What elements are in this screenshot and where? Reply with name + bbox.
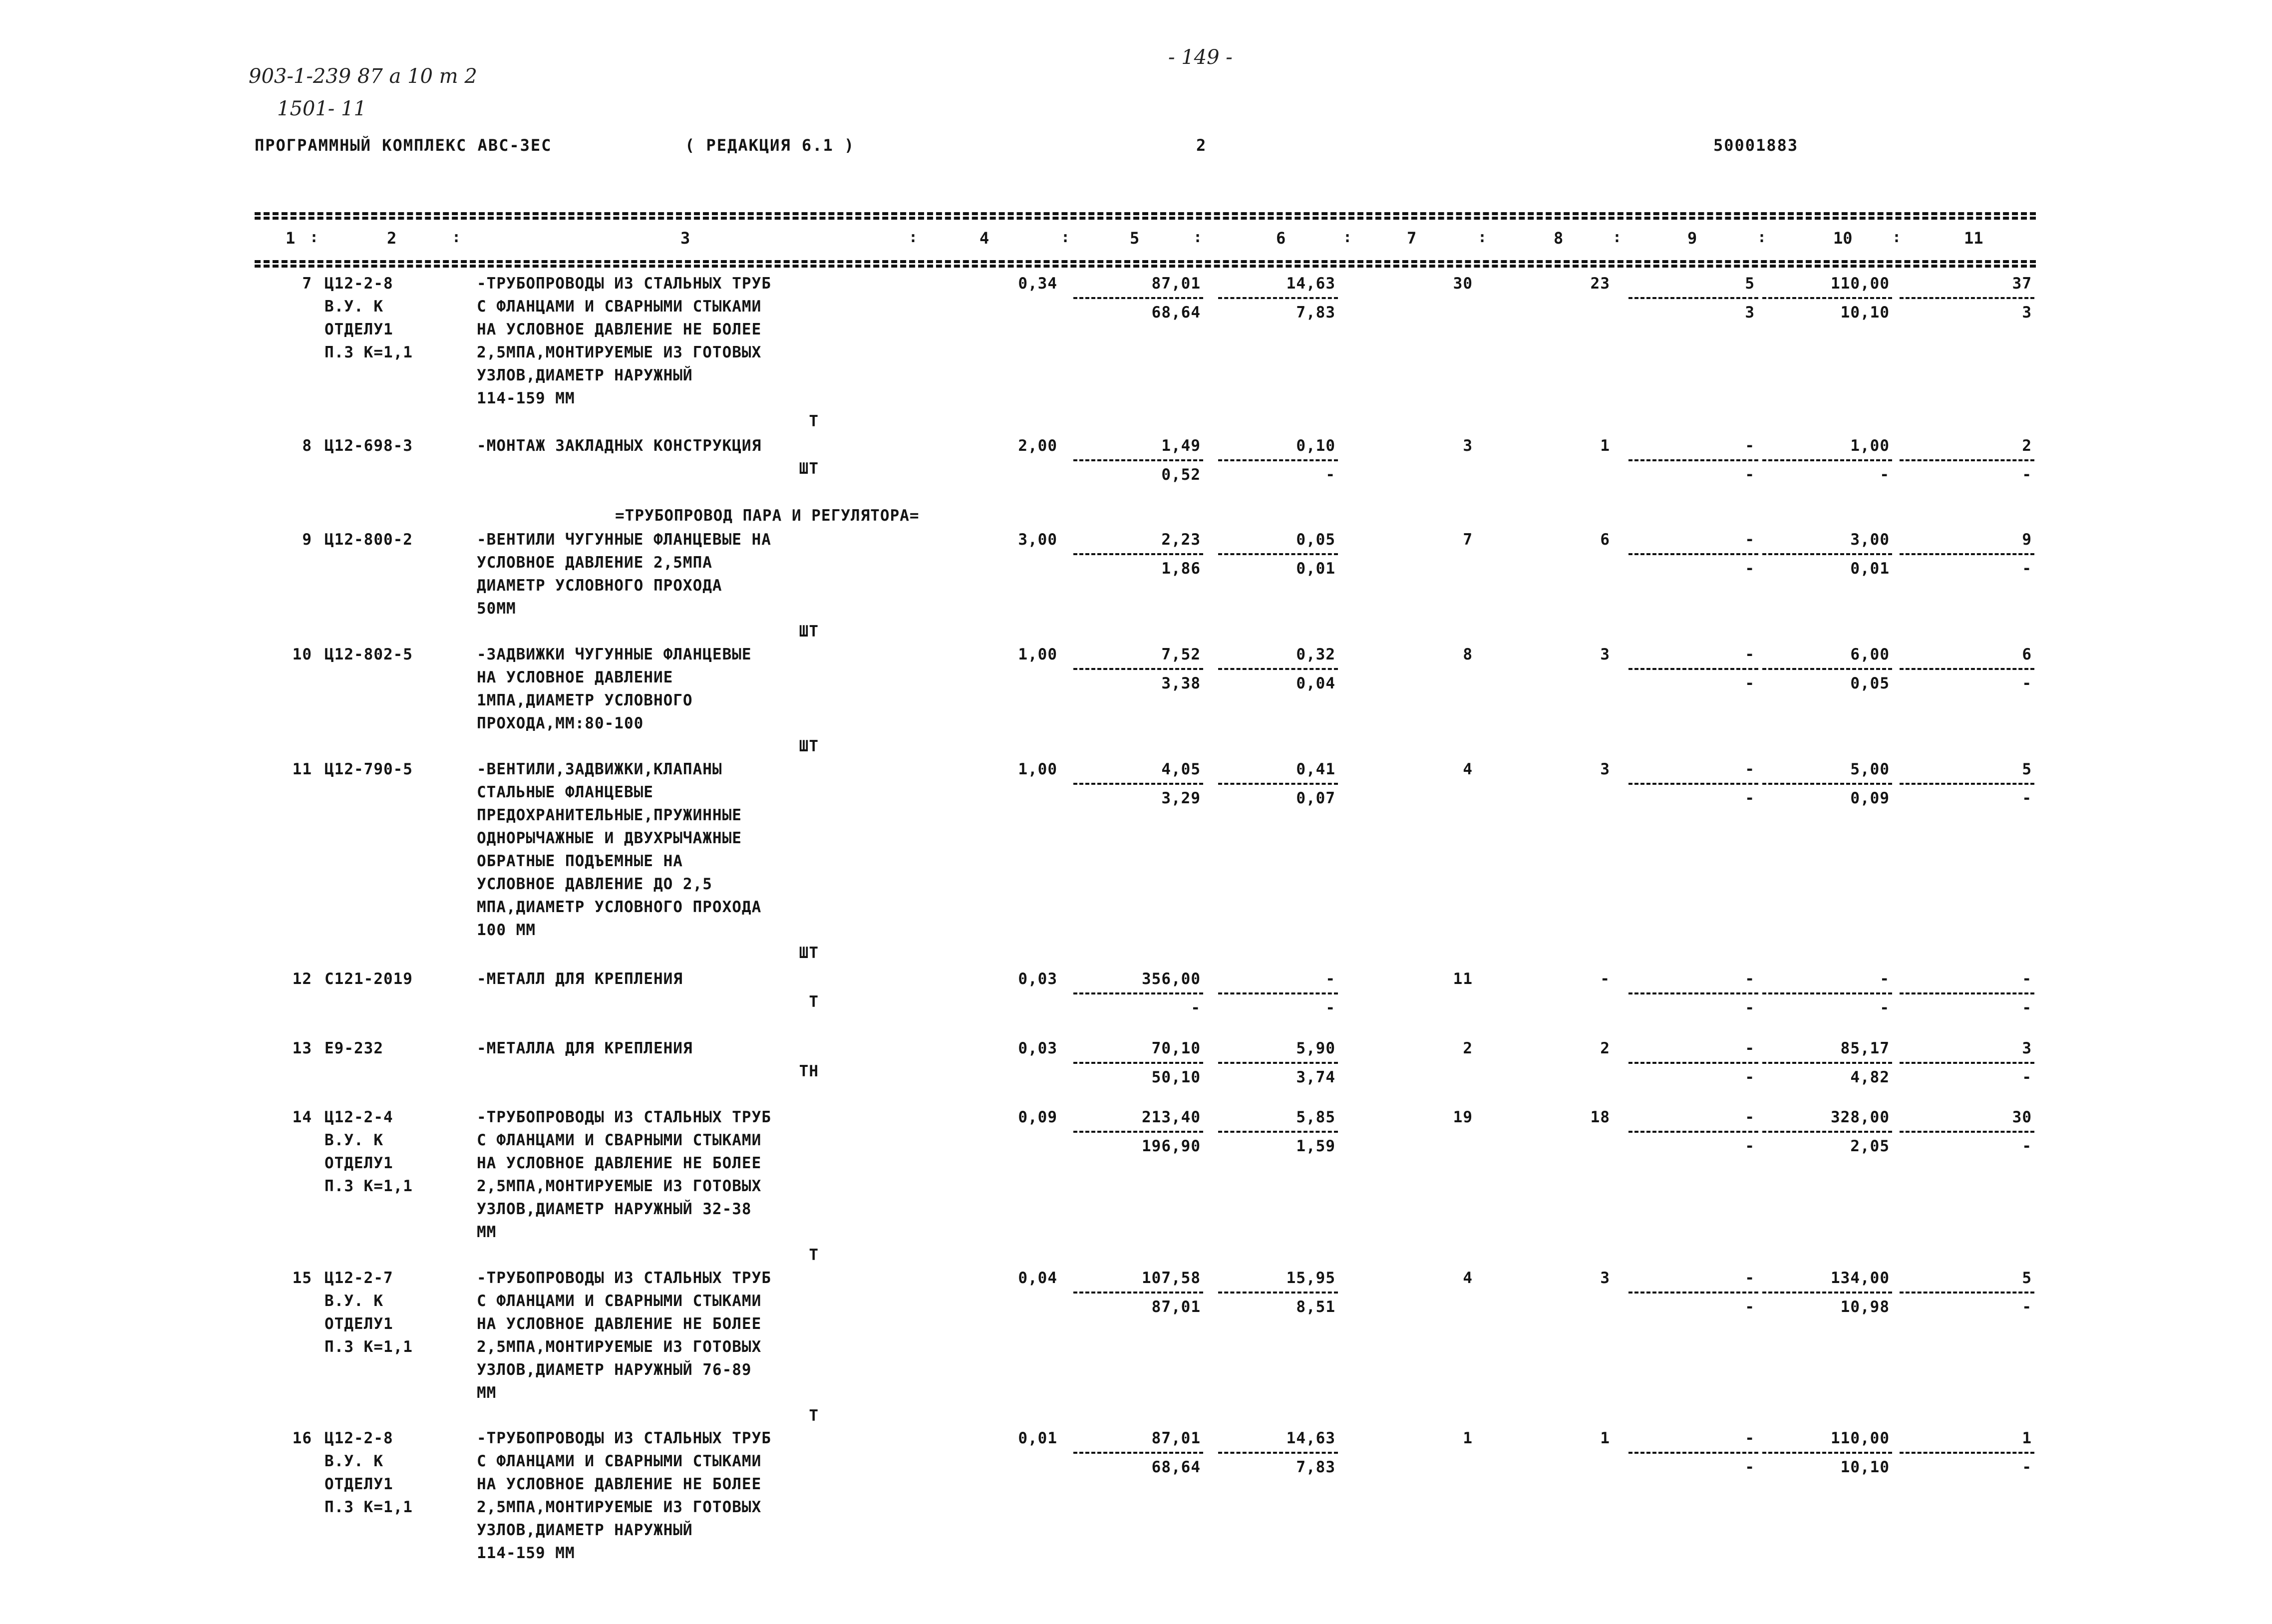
col7-value: 3 (1463, 437, 1473, 455)
col8-value: - (1600, 970, 1610, 988)
row-code: Ц12-790-5 (325, 760, 413, 778)
col9-top: - (1745, 1039, 1755, 1057)
col10-top: 3,00 (1850, 531, 1890, 549)
col11-divider (1900, 783, 2034, 785)
col5-divider (1073, 992, 1203, 994)
row-number: 7 (302, 275, 312, 293)
row-description-line: -МОНТАЖ ЗАКЛАДНЫХ КОНСТРУКЦИЯ (477, 437, 762, 455)
row-description-line: 1МПА,ДИАМЕТР УСЛОВНОГО (477, 691, 693, 709)
col11-bottom: - (2022, 674, 2032, 692)
col8-value: 1 (1600, 1429, 1610, 1447)
col6-top: - (1325, 970, 1335, 988)
col10-top: 5,00 (1850, 760, 1890, 778)
row-code-note: В.У. К (325, 1452, 383, 1470)
row-description-line: ОДНОРЫЧАЖНЫЕ И ДВУХРЫЧАЖНЫЕ (477, 829, 742, 847)
col9-bottom: - (1745, 1458, 1755, 1476)
row-number: 13 (292, 1039, 312, 1057)
header-rule-top-1 (255, 212, 2036, 215)
row-description-line: 100 ММ (477, 921, 536, 939)
row-description-line: -ВЕНТИЛИ ЧУГУННЫЕ ФЛАНЦЕВЫЕ НА (477, 531, 771, 549)
row-number: 12 (292, 970, 312, 988)
handwritten-page-number: - 149 - (1168, 46, 1233, 69)
col7-value: 7 (1463, 531, 1473, 549)
col10-top: 110,00 (1831, 275, 1890, 293)
col10-divider (1762, 992, 1892, 994)
col4-quantity: 2,00 (1018, 437, 1057, 455)
col5-top: 2,23 (1161, 531, 1201, 549)
col9-divider (1628, 1131, 1758, 1133)
col9-divider (1628, 668, 1758, 670)
row-unit: ШТ (799, 737, 819, 755)
col10-bottom: - (1880, 466, 1890, 484)
column-header-1: 1 (286, 229, 296, 248)
col9-top: 5 (1745, 275, 1755, 293)
row-description-line: 50ММ (477, 600, 516, 618)
col11-top: 9 (2022, 531, 2032, 549)
col11-divider (1900, 1292, 2034, 1294)
row-code-note: П.3 К=1,1 (325, 1177, 413, 1195)
col11-divider (1900, 668, 2034, 670)
col5-top: 356,00 (1142, 970, 1201, 988)
col4-quantity: 0,34 (1018, 275, 1057, 293)
col11-bottom: - (2022, 999, 2032, 1017)
col5-top: 4,05 (1161, 760, 1201, 778)
col9-divider (1628, 1292, 1758, 1294)
col10-divider (1762, 668, 1892, 670)
row-description-line: МПА,ДИАМЕТР УСЛОВНОГО ПРОХОДА (477, 898, 762, 916)
col5-divider (1073, 1292, 1203, 1294)
col5-top: 70,10 (1151, 1039, 1201, 1057)
row-description-line: С ФЛАНЦАМИ И СВАРНЫМИ СТЫКАМИ (477, 1131, 762, 1149)
row-description-line: 114-159 ММ (477, 389, 575, 407)
row-unit: ШТ (799, 623, 819, 641)
row-description-line: УЗЛОВ,ДИАМЕТР НАРУЖНЫЙ 76-89 (477, 1361, 752, 1379)
column-header-8: 8 (1554, 229, 1564, 248)
col11-bottom: 3 (2022, 304, 2032, 322)
col9-top: - (1745, 646, 1755, 663)
edition-label: ( РЕДАКЦИЯ 6.1 ) (685, 136, 855, 155)
col9-bottom: 3 (1745, 304, 1755, 322)
col10-divider (1762, 1062, 1892, 1064)
row-description-line: ММ (477, 1384, 497, 1402)
col4-quantity: 0,01 (1018, 1429, 1057, 1447)
row-description-line: НА УСЛОВНОЕ ДАВЛЕНИЕ НЕ БОЛЕЕ (477, 1154, 762, 1172)
row-unit: ШТ (799, 460, 819, 478)
row-description-line: -ТРУБОПРОВОДЫ ИЗ СТАЛЬНЫХ ТРУБ (477, 1429, 771, 1447)
column-separator: : (1193, 229, 1203, 246)
row-code-note: ОТДЕЛУ1 (325, 1315, 393, 1333)
col10-bottom: 10,98 (1840, 1298, 1890, 1316)
col11-bottom: - (2022, 466, 2032, 484)
col6-top: 5,90 (1296, 1039, 1335, 1057)
col11-divider (1900, 297, 2034, 299)
col10-divider (1762, 783, 1892, 785)
col10-divider (1762, 1131, 1892, 1133)
col10-bottom: - (1880, 999, 1890, 1017)
col9-divider (1628, 992, 1758, 994)
col10-bottom: 0,05 (1850, 674, 1890, 692)
col5-top: 87,01 (1151, 275, 1201, 293)
col9-bottom: - (1745, 560, 1755, 578)
col8-value: 23 (1590, 275, 1610, 293)
column-header-4: 4 (979, 229, 989, 248)
row-description-line: С ФЛАНЦАМИ И СВАРНЫМИ СТЫКАМИ (477, 1292, 762, 1310)
row-description-line: НА УСЛОВНОЕ ДАВЛЕНИЕ (477, 668, 673, 686)
column-header-11: 11 (1964, 229, 1983, 248)
col10-divider (1762, 1452, 1892, 1454)
col11-top: - (2022, 970, 2032, 988)
col10-divider (1762, 297, 1892, 299)
row-code: Ц12-2-7 (325, 1269, 393, 1287)
col6-divider (1218, 1131, 1338, 1133)
col5-top: 7,52 (1161, 646, 1201, 663)
row-description-line: С ФЛАНЦАМИ И СВАРНЫМИ СТЫКАМИ (477, 1452, 762, 1470)
col6-divider (1218, 553, 1338, 555)
col6-divider (1218, 459, 1338, 461)
row-code-note: В.У. К (325, 1292, 383, 1310)
row-description-line: С ФЛАНЦАМИ И СВАРНЫМИ СТЫКАМИ (477, 298, 762, 316)
col9-top: - (1745, 531, 1755, 549)
col6-top: 14,63 (1286, 275, 1335, 293)
col5-top: 213,40 (1142, 1108, 1201, 1126)
col10-top: 134,00 (1831, 1269, 1890, 1287)
col8-value: 3 (1600, 646, 1610, 663)
row-code-note: П.3 К=1,1 (325, 343, 413, 361)
row-description-line: 2,5МПА,МОНТИРУЕМЫЕ ИЗ ГОТОВЫХ (477, 1498, 762, 1516)
col4-quantity: 0,03 (1018, 970, 1057, 988)
row-code-note: ОТДЕЛУ1 (325, 321, 393, 338)
column-separator: : (1478, 229, 1487, 246)
row-code: Ц12-802-5 (325, 646, 413, 663)
col5-top: 107,58 (1142, 1269, 1201, 1287)
col6-bottom: - (1325, 466, 1335, 484)
row-code-note: ОТДЕЛУ1 (325, 1475, 393, 1493)
row-description-line: ММ (477, 1223, 497, 1241)
col11-bottom: - (2022, 1298, 2032, 1316)
col5-bottom: 3,38 (1161, 674, 1201, 692)
row-code: Ц12-698-3 (325, 437, 413, 455)
col11-bottom: - (2022, 789, 2032, 807)
col10-divider (1762, 1292, 1892, 1294)
col11-top: 1 (2022, 1429, 2032, 1447)
header-page-number: 2 (1196, 136, 1207, 155)
row-description-line: -МЕТАЛЛА ДЛЯ КРЕПЛЕНИЯ (477, 1039, 693, 1057)
col9-top: - (1745, 1429, 1755, 1447)
row-description-line: 114-159 ММ (477, 1544, 575, 1562)
col10-top: 1,00 (1850, 437, 1890, 455)
col7-value: 19 (1453, 1108, 1473, 1126)
row-code: Е9-232 (325, 1039, 383, 1057)
row-unit: ТН (799, 1062, 819, 1080)
row-description-line: -ВЕНТИЛИ,ЗАДВИЖКИ,КЛАПАНЫ (477, 760, 722, 778)
col9-divider (1628, 1062, 1758, 1064)
row-description-line: УЗЛОВ,ДИАМЕТР НАРУЖНЫЙ (477, 366, 693, 384)
col6-bottom: 0,07 (1296, 789, 1335, 807)
col5-bottom: 3,29 (1161, 789, 1201, 807)
col6-top: 0,05 (1296, 531, 1335, 549)
col4-quantity: 3,00 (1018, 531, 1057, 549)
col10-bottom: 0,01 (1850, 560, 1890, 578)
col8-value: 1 (1600, 437, 1610, 455)
column-separator: : (452, 229, 461, 246)
col6-bottom: 0,01 (1296, 560, 1335, 578)
col5-divider (1073, 459, 1203, 461)
col6-top: 0,10 (1296, 437, 1335, 455)
row-code-note: П.3 К=1,1 (325, 1498, 413, 1516)
col9-bottom: - (1745, 466, 1755, 484)
row-description-line: УЗЛОВ,ДИАМЕТР НАРУЖНЫЙ 32-38 (477, 1200, 752, 1218)
row-number: 9 (302, 531, 312, 549)
col11-top: 6 (2022, 646, 2032, 663)
col11-bottom: - (2022, 1458, 2032, 1476)
row-number: 14 (292, 1108, 312, 1126)
column-separator: : (1061, 229, 1070, 246)
col5-bottom: 1,86 (1161, 560, 1201, 578)
col9-top: - (1745, 1269, 1755, 1287)
col10-top: 110,00 (1831, 1429, 1890, 1447)
col10-top: - (1880, 970, 1890, 988)
col6-divider (1218, 1062, 1338, 1064)
row-unit: ШТ (799, 944, 819, 962)
program-title: ПРОГРАММНЫЙ КОМПЛЕКС АВС-3ЕС (255, 136, 552, 155)
col10-bottom: 0,09 (1850, 789, 1890, 807)
row-description-line: 2,5МПА,МОНТИРУЕМЫЕ ИЗ ГОТОВЫХ (477, 343, 762, 361)
col9-bottom: - (1745, 999, 1755, 1017)
col9-divider (1628, 783, 1758, 785)
row-description-line: СТАЛЬНЫЕ ФЛАНЦЕВЫЕ (477, 783, 653, 801)
row-description-line: ПРОХОДА,ММ:80-100 (477, 714, 644, 732)
row-unit: Т (809, 412, 819, 430)
col10-bottom: 2,05 (1850, 1137, 1890, 1155)
column-separator: : (1892, 229, 1902, 246)
row-number: 8 (302, 437, 312, 455)
row-description-line: -МЕТАЛЛ ДЛЯ КРЕПЛЕНИЯ (477, 970, 683, 988)
col5-divider (1073, 553, 1203, 555)
col9-bottom: - (1745, 674, 1755, 692)
col11-divider (1900, 1062, 2034, 1064)
row-code: Ц12-800-2 (325, 531, 413, 549)
section-title: =ТРУБОПРОВОД ПАРА И РЕГУЛЯТОРА= (615, 507, 920, 525)
col11-top: 3 (2022, 1039, 2032, 1057)
col11-bottom: - (2022, 1137, 2032, 1155)
column-header-9: 9 (1687, 229, 1697, 248)
row-unit: Т (809, 1407, 819, 1425)
col11-divider (1900, 1131, 2034, 1133)
col9-bottom: - (1745, 1068, 1755, 1086)
row-number: 15 (292, 1269, 312, 1287)
row-unit: Т (809, 1246, 819, 1264)
col11-divider (1900, 459, 2034, 461)
col5-bottom: 50,10 (1151, 1068, 1201, 1086)
col11-bottom: - (2022, 560, 2032, 578)
col7-value: 30 (1453, 275, 1473, 293)
column-separator: : (909, 229, 918, 246)
col11-top: 30 (2012, 1108, 2032, 1126)
col5-divider (1073, 1131, 1203, 1133)
row-number: 10 (292, 646, 312, 663)
col6-top: 15,95 (1286, 1269, 1335, 1287)
col7-value: 4 (1463, 760, 1473, 778)
col9-top: - (1745, 760, 1755, 778)
col9-top: - (1745, 970, 1755, 988)
column-header-7: 7 (1407, 229, 1417, 248)
col4-quantity: 1,00 (1018, 760, 1057, 778)
col5-divider (1073, 668, 1203, 670)
row-description-line: УСЛОВНОЕ ДАВЛЕНИЕ 2,5МПА (477, 554, 712, 572)
col5-divider (1073, 1452, 1203, 1454)
row-description-line: НА УСЛОВНОЕ ДАВЛЕНИЕ НЕ БОЛЕЕ (477, 321, 762, 338)
col5-divider (1073, 1062, 1203, 1064)
column-separator: : (1757, 229, 1767, 246)
col6-top: 5,85 (1296, 1108, 1335, 1126)
row-number: 11 (292, 760, 312, 778)
col11-divider (1900, 992, 2034, 994)
col4-quantity: 1,00 (1018, 646, 1057, 663)
row-description-line: ДИАМЕТР УСЛОВНОГО ПРОХОДА (477, 577, 722, 595)
col5-bottom: 87,01 (1151, 1298, 1201, 1316)
col9-bottom: - (1745, 789, 1755, 807)
row-description-line: УЗЛОВ,ДИАМЕТР НАРУЖНЫЙ (477, 1521, 693, 1539)
row-description-line: НА УСЛОВНОЕ ДАВЛЕНИЕ НЕ БОЛЕЕ (477, 1315, 762, 1333)
header-rule-bottom-1 (255, 260, 2036, 263)
col9-top: - (1745, 1108, 1755, 1126)
col9-top: - (1745, 437, 1755, 455)
col8-value: 18 (1590, 1108, 1610, 1126)
header-rule-bottom-2 (255, 265, 2036, 268)
col9-divider (1628, 297, 1758, 299)
column-header-5: 5 (1130, 229, 1140, 248)
row-code: Ц12-2-8 (325, 275, 393, 293)
row-description-line: ПРЕДОХРАНИТЕЛЬНЫЕ,ПРУЖИННЫЕ (477, 806, 742, 824)
col11-top: 37 (2012, 275, 2032, 293)
col5-top: 87,01 (1151, 1429, 1201, 1447)
column-separator: : (1613, 229, 1622, 246)
row-code: С121-2019 (325, 970, 413, 988)
col7-value: 4 (1463, 1269, 1473, 1287)
col6-bottom: 3,74 (1296, 1068, 1335, 1086)
handwritten-sheet-number: 1501- 11 (277, 97, 366, 120)
row-number: 16 (292, 1429, 312, 1447)
row-description-line: ОБРАТНЫЕ ПОДЪЕМНЫЕ НА (477, 852, 683, 870)
row-description-line: 2,5МПА,МОНТИРУЕМЫЕ ИЗ ГОТОВЫХ (477, 1177, 762, 1195)
col5-bottom: - (1191, 999, 1201, 1017)
column-separator: : (1343, 229, 1352, 246)
col6-divider (1218, 668, 1338, 670)
col9-divider (1628, 1452, 1758, 1454)
col6-bottom: 8,51 (1296, 1298, 1335, 1316)
col6-divider (1218, 1452, 1338, 1454)
handwritten-doc-number: 903-1-239 87 а 10 т 2 (249, 65, 477, 88)
row-description-line: -ТРУБОПРОВОДЫ ИЗ СТАЛЬНЫХ ТРУБ (477, 275, 771, 293)
col6-bottom: 0,04 (1296, 674, 1335, 692)
col10-top: 85,17 (1840, 1039, 1890, 1057)
col9-bottom: - (1745, 1298, 1755, 1316)
col6-bottom: 7,83 (1296, 304, 1335, 322)
col6-divider (1218, 783, 1338, 785)
row-code-note: В.У. К (325, 1131, 383, 1149)
col10-top: 6,00 (1850, 646, 1890, 663)
col4-quantity: 0,09 (1018, 1108, 1057, 1126)
col11-divider (1900, 1452, 2034, 1454)
col5-divider (1073, 297, 1203, 299)
column-separator: : (310, 229, 319, 246)
col10-divider (1762, 553, 1892, 555)
col6-top: 0,32 (1296, 646, 1335, 663)
column-header-10: 10 (1833, 229, 1853, 248)
col10-top: 328,00 (1831, 1108, 1890, 1126)
col7-value: 2 (1463, 1039, 1473, 1057)
col10-bottom: 4,82 (1850, 1068, 1890, 1086)
column-header-2: 2 (387, 229, 397, 248)
col4-quantity: 0,04 (1018, 1269, 1057, 1287)
header-rule-top-2 (255, 217, 2036, 220)
row-unit: Т (809, 993, 819, 1011)
col6-top: 14,63 (1286, 1429, 1335, 1447)
col10-bottom: 10,10 (1840, 304, 1890, 322)
column-header-6: 6 (1276, 229, 1286, 248)
row-code-note: ОТДЕЛУ1 (325, 1154, 393, 1172)
col8-value: 2 (1600, 1039, 1610, 1057)
row-code: Ц12-2-4 (325, 1108, 393, 1126)
column-header-3: 3 (680, 229, 690, 248)
col9-bottom: - (1745, 1137, 1755, 1155)
col5-bottom: 196,90 (1142, 1137, 1201, 1155)
col5-bottom: 68,64 (1151, 1458, 1201, 1476)
col5-divider (1073, 783, 1203, 785)
col5-top: 1,49 (1161, 437, 1201, 455)
row-description-line: -ТРУБОПРОВОДЫ ИЗ СТАЛЬНЫХ ТРУБ (477, 1108, 771, 1126)
col11-bottom: - (2022, 1068, 2032, 1086)
col5-bottom: 68,64 (1151, 304, 1201, 322)
col8-value: 6 (1600, 531, 1610, 549)
row-description-line: 2,5МПА,МОНТИРУЕМЫЕ ИЗ ГОТОВЫХ (477, 1338, 762, 1356)
col11-top: 5 (2022, 760, 2032, 778)
row-description-line: НА УСЛОВНОЕ ДАВЛЕНИЕ НЕ БОЛЕЕ (477, 1475, 762, 1493)
col10-bottom: 10,10 (1840, 1458, 1890, 1476)
col6-divider (1218, 297, 1338, 299)
col11-top: 5 (2022, 1269, 2032, 1287)
col8-value: 3 (1600, 1269, 1610, 1287)
col11-top: 2 (2022, 437, 2032, 455)
col4-quantity: 0,03 (1018, 1039, 1057, 1057)
col10-divider (1762, 459, 1892, 461)
col6-divider (1218, 992, 1338, 994)
col11-divider (1900, 553, 2034, 555)
col7-value: 8 (1463, 646, 1473, 663)
col7-value: 11 (1453, 970, 1473, 988)
col9-divider (1628, 459, 1758, 461)
row-description-line: УСЛОВНОЕ ДАВЛЕНИЕ ДО 2,5 (477, 875, 712, 893)
row-description-line: -ТРУБОПРОВОДЫ ИЗ СТАЛЬНЫХ ТРУБ (477, 1269, 771, 1287)
col6-top: 0,41 (1296, 760, 1335, 778)
col6-bottom: 7,83 (1296, 1458, 1335, 1476)
row-code: Ц12-2-8 (325, 1429, 393, 1447)
col5-bottom: 0,52 (1161, 466, 1201, 484)
col6-bottom: - (1325, 999, 1335, 1017)
col7-value: 1 (1463, 1429, 1473, 1447)
col9-divider (1628, 553, 1758, 555)
row-code-note: В.У. К (325, 298, 383, 316)
row-description-line: -ЗАДВИЖКИ ЧУГУННЫЕ ФЛАНЦЕВЫЕ (477, 646, 752, 663)
col6-bottom: 1,59 (1296, 1137, 1335, 1155)
col6-divider (1218, 1292, 1338, 1294)
col8-value: 3 (1600, 760, 1610, 778)
document-code: 50001883 (1713, 136, 1799, 155)
row-code-note: П.3 К=1,1 (325, 1338, 413, 1356)
